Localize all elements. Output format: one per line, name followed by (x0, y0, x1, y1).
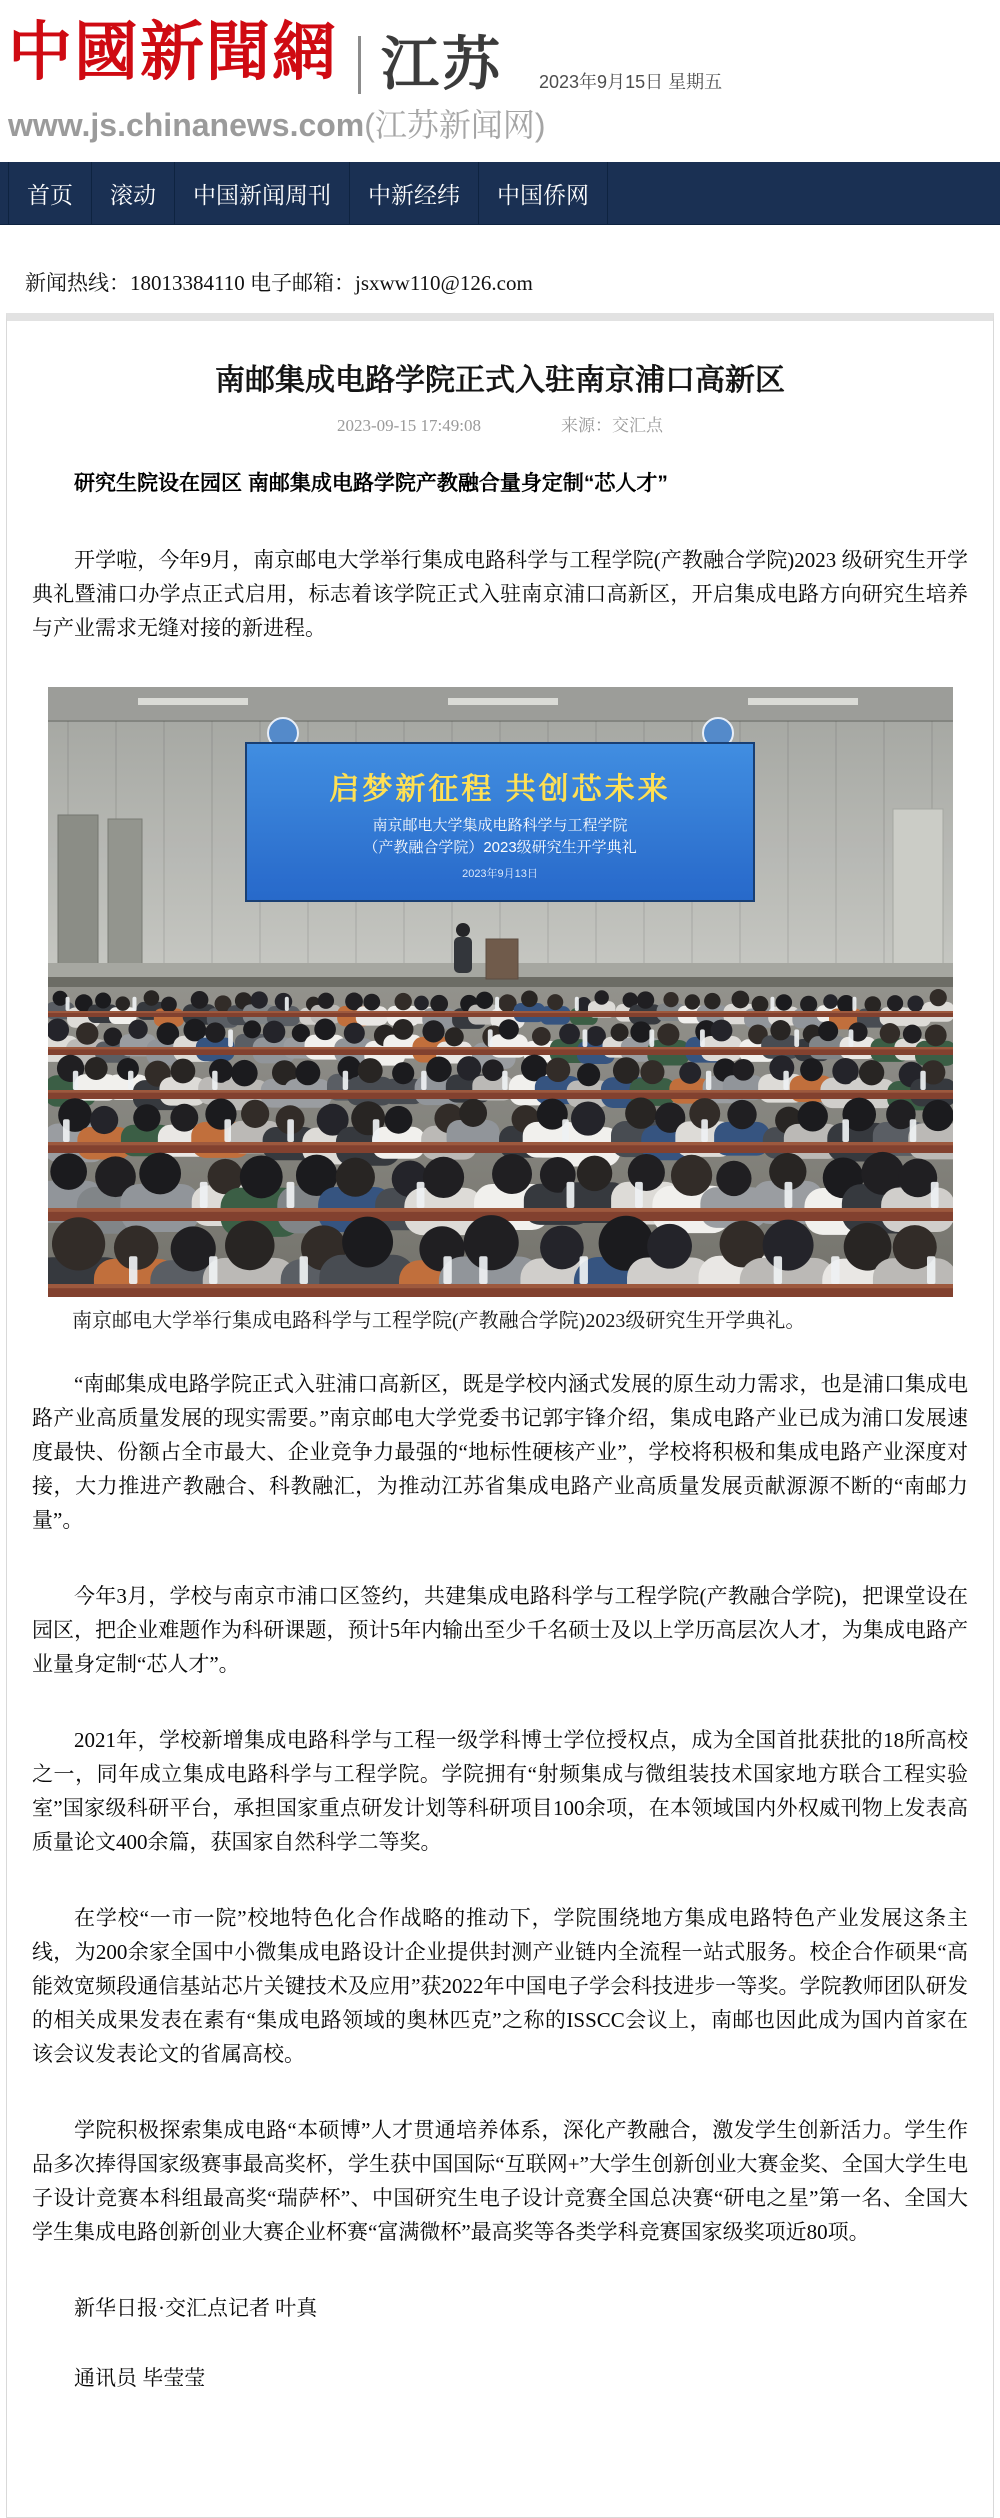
article-paragraph: 今年3月，学校与南京市浦口区签约，共建集成电路科学与工程学院(产教融合学院)，把课堂设在园区，把企业难题作为科研课题，预计5年内输出至少千名硕士及以上学历高层次人才，为集成电路产业量身定制“芯人才”。 (32, 1584, 968, 1676)
article-paragraph: 2021年，学校新增集成电路科学与工程一级学科博士学位授权点，成为全国首批获批的18所高校之一，同年成立集成电路科学与工程学院。学院拥有“射频集成与微组装技术国家地方联合工程实验室”国家级科研平台，承担国家重点研发计划等科研项目100余项，在本领域国内外权威刊物上发表高质量论文400余篇，获国家自然科学二等奖。 (32, 1728, 968, 1854)
site-url-note: (江苏新闻网) (364, 107, 546, 143)
article-source: 来源：交汇点 (561, 416, 664, 435)
screen-line2: （产教融合学院）2023级研究生开学典礼 (362, 839, 637, 856)
logo-divider (358, 36, 361, 94)
hotline-email-label: 电子邮箱： (244, 271, 355, 295)
nav-item-home[interactable]: 首页 (8, 162, 92, 224)
header-date: 2023年9月15日 星期五 (539, 72, 723, 92)
article-subtitle: 研究生院设在园区 南邮集成电路学院产教融合量身定制“芯人才” (74, 472, 668, 495)
hotline-bar (0, 225, 1000, 313)
article-photo (48, 687, 953, 1297)
byline-correspondent: 通讯员 毕莹莹 (74, 2366, 206, 2390)
article-paragraph: 学院积极探索集成电路“本硕博”人才贯通培养体系，深化产教融合，激发学生创新活力。学生作品多次捧得国家级赛事最高奖杯，学生获中国国际“互联网+”大学生创新创业大赛金奖、全国大学生电子设计竞赛本科组最高奖“瑞萨杯”、中国研究生电子设计竞赛全国总决赛“研电之星”第一名、全国大学生集成电路创新创业大赛企业杯赛“富满微杯”最高奖等各类学科竞赛国家级奖项近80项。 (32, 2118, 968, 2244)
photo-overlay (48, 687, 953, 1297)
region-label: 江苏 (381, 32, 504, 97)
nav-item-china-newsweek[interactable]: 中国新闻周刊 (175, 162, 350, 224)
brand-row (8, 6, 1000, 104)
site-url (8, 108, 1000, 142)
article-card (6, 313, 994, 2518)
article-paragraph: 在学校“一市一院”校地特色化合作战略的推动下，学院围绕地方集成电路特色产业发展这条主线，为200余家全国中小微集成电路设计企业提供封测产业链内全流程一站式服务。校企合作硕果“高能效宽频段通信基站芯片关键技术及应用”获2022年中国电子学会科技进步一等奖。学院教师团队研发的相关成果发表在素有“集成电路领域的奥林匹克”之称的ISSCC会议上，南邮也因此成为国内首家在该会议发表论文的省属高校。 (32, 1906, 968, 2066)
nav-item-scroll[interactable]: 滚动 (92, 162, 175, 224)
hotline-phone: 18013384110 (130, 271, 245, 295)
article-paragraph: “南邮集成电路学院正式入驻浦口高新区，既是学校内涵式发展的原生动力需求，也是浦口集成电路产业高质量发展的现实需要。”南京邮电大学党委书记郭宇锋介绍，集成电路产业已成为浦口发展速度最快、份额占全市最大、企业竞争力最强的“地标性硬核产业”，学校将积极和集成电路产业深度对接，大力推进产教融合、科教融汇，为推动江苏省集成电路产业高质量发展贡献源源不断的“南邮力量”。 (32, 1372, 968, 1532)
main-nav (0, 162, 1000, 225)
photo-caption: 南京邮电大学举行集成电路科学与工程学院(产教融合学院)2023级研究生开学典礼。 (72, 1310, 806, 1332)
site-logo[interactable]: 中國新聞網 (8, 15, 338, 90)
article-title: 南邮集成电路学院正式入驻南京浦口高新区 (215, 364, 785, 397)
screen-line1: 南京邮电大学集成电路科学与工程学院 (371, 817, 628, 834)
site-url-text: www.js.chinanews.com (8, 107, 365, 143)
article-paragraph: 开学啦，今年9月，南京邮电大学举行集成电路科学与工程学院(产教融合学院)2023 级研究生开学典礼暨浦口办学点正式启用，标志着该学院正式入驻南京浦口高新区，开启集成电路方向研究生培养与产业需求无缝对接的新进程。 (32, 548, 968, 640)
hotline-email: jsxww110@126.com (354, 271, 533, 295)
byline-reporter: 新华日报·交汇点记者 叶真 (74, 2296, 318, 2320)
hotline-phone-label: 新闻热线： (25, 271, 130, 295)
screen-date: 2023年9月13日 (461, 868, 538, 880)
screen-headline: 启梦新征程 共创芯未来 (328, 773, 671, 806)
nav-item-jwview[interactable]: 中新经纬 (350, 162, 479, 224)
article-meta (32, 415, 968, 437)
ceremony-photo (48, 687, 953, 1297)
publish-time: 2023-09-15 17:49:08 (336, 416, 482, 435)
site-header (0, 0, 1000, 142)
nav-item-chinaqw[interactable]: 中国侨网 (479, 162, 608, 224)
